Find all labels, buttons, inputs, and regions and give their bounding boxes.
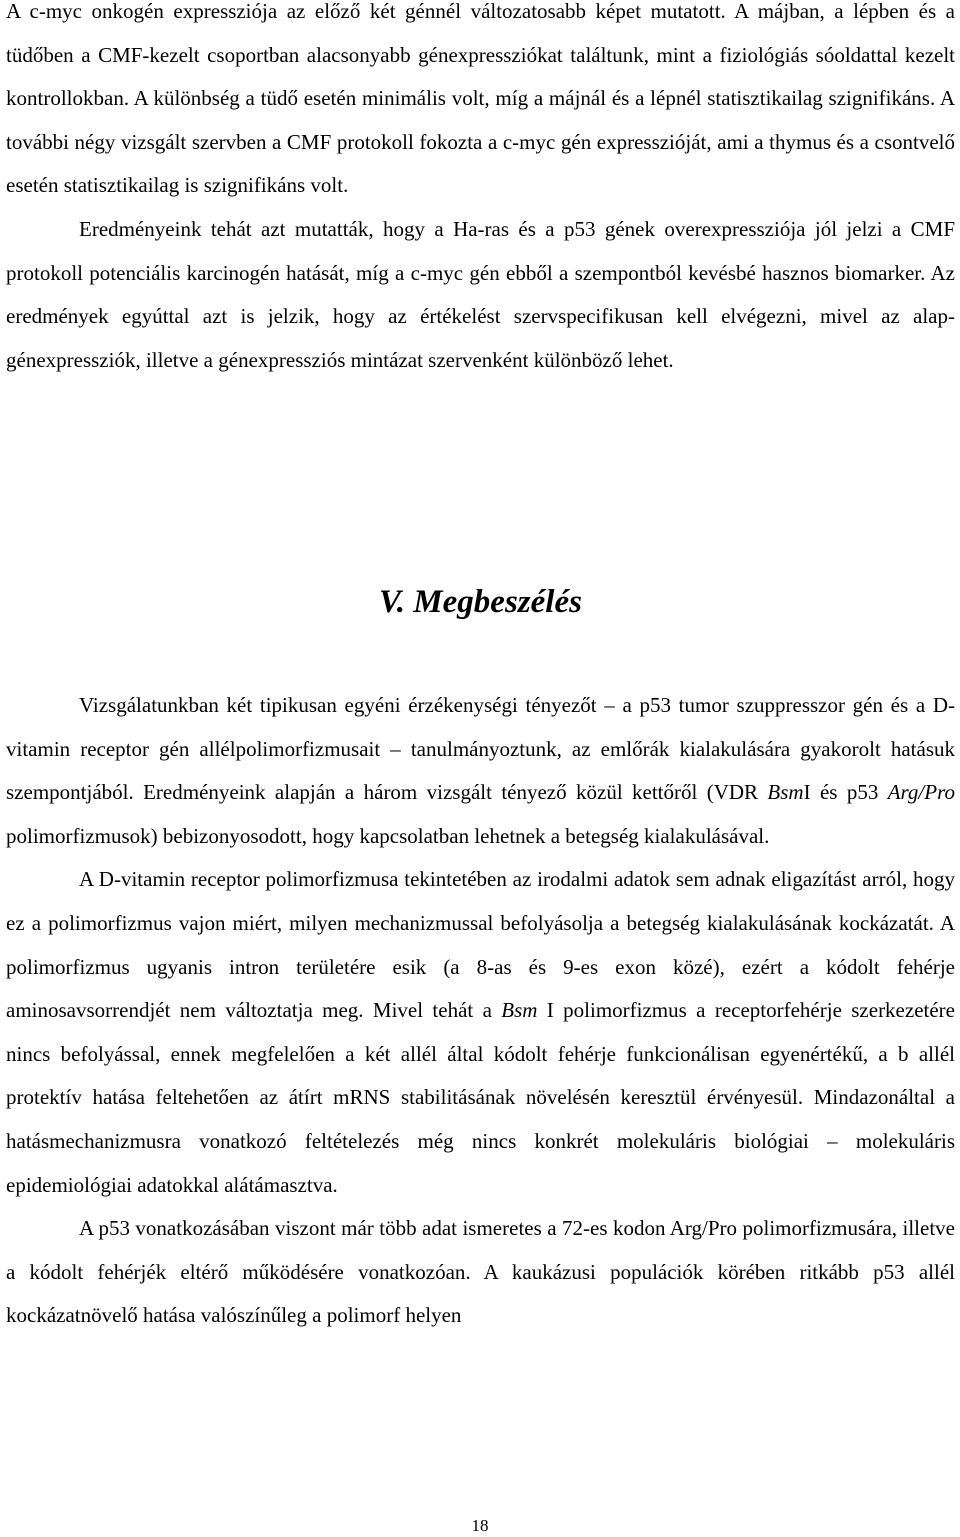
results-paragraph-1: A c-myc onkogén expressziója az előző két génnél változatosabb képet mutatott. A májban, a lépben és a tüdőben a CMF-kezelt csoportban alacsonyabb génexpressziókat találtunk, mint a fiziológiás sóoldattal kezelt kontrollokban. A különbség a tüdő esetén minimális volt, míg a májnál és a lépnél statisztikailag szignifikáns. A további négy vizsgált szervben a CMF protokoll fokozta a c-myc gén expresszióját, ami a thymus és a csontvelő esetén statisztikailag is szignifikáns volt.	[6, 0, 955, 198]
discussion-p1-text-3: polimorfizmusok) bebizonyosodott, hogy kapcsolatban lehetnek a betegség kialakulásával.	[6, 823, 770, 848]
discussion-p2-text-1: A D-vitamin receptor polimorfizmusa tekintetében az irodalmi adatok sem adnak eligazítást arról, hogy ez a polimorfizmus vajon miért, milyen mechanizmussal befolyásolja a betegség kialakulásának kockázatát. A polimorfizmus ugyanis intron területére esik (a 8-as és 9-es exon közé), ezért a kódolt fehérje aminosavsorrendjét nem változtatja meg. Mivel tehát a	[6, 867, 955, 1023]
discussion-section	[6, 684, 955, 1338]
discussion-p1-text-2: I és p53	[803, 780, 888, 805]
results-paragraph-2: Eredményeink tehát azt mutatták, hogy a Ha-ras és a p53 gének overexpressziója jól jelzi a CMF protokoll potenciális karcinogén hatását, míg a c-myc gén ebből a szempontból kevésbé hasznos biomarker. Az eredmények egyúttal azt is jelzik, hogy az értékelést szervspecifikusan kell elvégezni, mivel az alap-génexpressziók, illetve a génexpressziós mintázat szervenként különböző lehet.	[6, 216, 955, 372]
discussion-p1-text-1: Vizsgálatunkban két tipikusan egyéni érzékenységi tényezőt – a p53 tumor szuppresszor gén és a D-vitamin receptor gén allélpolimorfizmusait – tanulmányoztunk, az emlőrák kialakulására gyakorolt hatásuk szempontjából. Eredményeink alapján a három vizsgált tényező közül kettőről (VDR	[6, 693, 955, 805]
section-heading: V. Megbeszélés	[379, 584, 582, 620]
discussion-paragraph-1	[6, 684, 955, 858]
results-section	[6, 0, 955, 382]
discussion-p2-italic-1: Bsm	[501, 998, 538, 1023]
discussion-p1-italic-2: Arg/Pro	[887, 780, 955, 805]
discussion-paragraph-2	[6, 858, 955, 1207]
document-page	[6, 0, 955, 1328]
discussion-p1-italic-1: Bsm	[767, 780, 804, 805]
discussion-p2-text-2: I polimorfizmus a receptorfehérje szerkezetére nincs befolyással, ennek megfelelően a két allél által kódolt fehérje funkcionálisan egyenértékű, a b allél protektív hatása feltehetően az átírt mRNS stabilitásának növelésén keresztül érvényesül. Mindazonáltal a hatásmechanizmusra vonatkozó feltételezés még nincs konkrét molekuláris biológiai – molekuláris epidemiológiai adatokkal alátámasztva.	[6, 998, 955, 1197]
page-number: 18	[471, 1516, 489, 1535]
discussion-paragraph-3: A p53 vonatkozásában viszont már több adat ismeretes a 72-es kodon Arg/Pro polimorfizmusára, illetve a kódolt fehérjék eltérő működésére vonatkozóan. A kaukázusi populációk körében ritkább p53 allél kockázatnövelő hatása valószínűleg a polimorf helyen	[6, 1216, 955, 1328]
